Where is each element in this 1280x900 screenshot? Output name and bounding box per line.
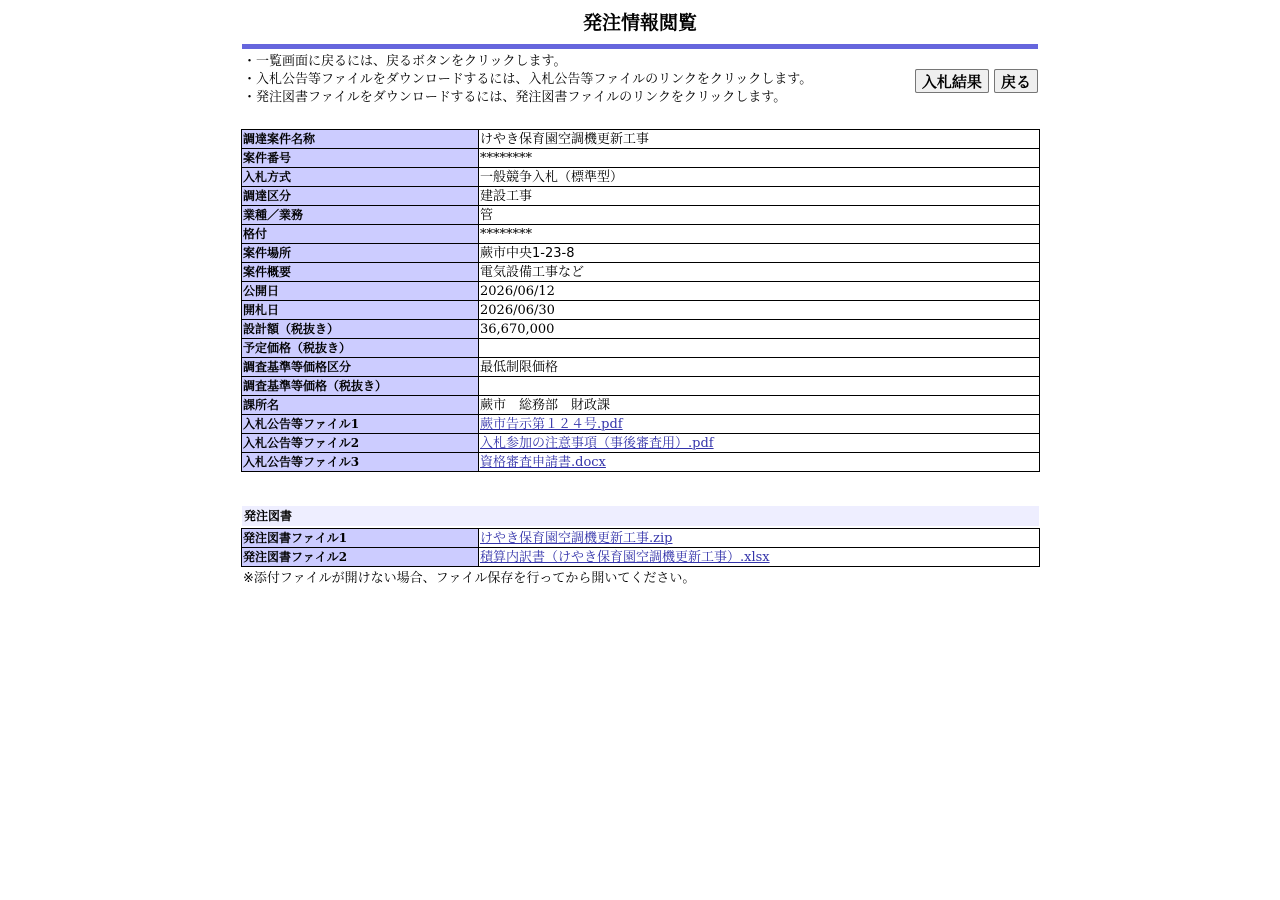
table-row — [242, 529, 1040, 548]
table-row — [242, 187, 1040, 206]
drawings-section-header: 発注図書 — [242, 506, 1039, 526]
field-label: 設計額（税抜き） — [242, 320, 479, 339]
field-label: 入札公告等ファイル2 — [242, 434, 479, 453]
instruction-item: ・一覧画面に戻るには、戻るボタンをクリックします。 — [243, 54, 567, 69]
field-value: 2026/06/12 — [479, 282, 1040, 301]
file-download-link[interactable]: けやき保育園空調機更新工事.zip — [480, 530, 673, 546]
order-info-table — [241, 129, 1040, 472]
field-value: 2026/06/30 — [479, 301, 1040, 320]
table-row — [242, 301, 1040, 320]
field-label: 案件概要 — [242, 263, 479, 282]
file-download-link[interactable]: 入札参加の注意事項（事後審査用）.pdf — [480, 435, 714, 451]
field-label: 発注図書ファイル2 — [242, 548, 479, 567]
instruction-item: ・発注図書ファイルをダウンロードするには、発注図書ファイルのリンクをクリックします。 — [243, 90, 787, 105]
field-value — [479, 453, 1040, 472]
field-value — [479, 529, 1040, 548]
table-row — [242, 434, 1040, 453]
instructions-area — [241, 49, 1039, 129]
field-label: 格付 — [242, 225, 479, 244]
instruction-item: ・入札公告等ファイルをダウンロードするには、入札公告等ファイルのリンクをクリックします。 — [243, 72, 813, 87]
file-download-link[interactable]: 資格審査申請書.docx — [480, 454, 606, 470]
field-value: 蕨市 総務部 財政課 — [479, 396, 1040, 415]
field-value — [479, 415, 1040, 434]
field-value: ******** — [479, 149, 1040, 168]
field-label: 公開日 — [242, 282, 479, 301]
table-row — [242, 453, 1040, 472]
field-value: 一般競争入札（標準型） — [479, 168, 1040, 187]
field-value: 36,670,000 — [479, 320, 1040, 339]
back-button[interactable]: 戻る — [994, 69, 1038, 93]
field-value: 蕨市中央1-23-8 — [479, 244, 1040, 263]
table-row — [242, 225, 1040, 244]
page-title: 発注情報閲覧 — [582, 12, 697, 34]
field-value: ******** — [479, 225, 1040, 244]
field-value: 電気設備工事など — [479, 263, 1040, 282]
table-row — [242, 206, 1040, 225]
field-label: 開札日 — [242, 301, 479, 320]
field-value — [479, 377, 1040, 396]
drawings-table — [241, 528, 1040, 567]
field-label: 案件場所 — [242, 244, 479, 263]
field-value — [479, 548, 1040, 567]
table-row — [242, 244, 1040, 263]
field-value: 建設工事 — [479, 187, 1040, 206]
table-row — [242, 339, 1040, 358]
field-label: 調達区分 — [242, 187, 479, 206]
field-value — [479, 434, 1040, 453]
main-content — [241, 0, 1039, 588]
footnote: ※添付ファイルが開けない場合、ファイル保存を行ってから開いてください。 — [243, 571, 696, 586]
table-row — [242, 377, 1040, 396]
field-label: 案件番号 — [242, 149, 479, 168]
field-label: 発注図書ファイル1 — [242, 529, 479, 548]
action-buttons — [915, 69, 1038, 93]
field-label: 調達案件名称 — [242, 130, 479, 149]
file-download-link[interactable]: 積算内訳書（けやき保育園空調機更新工事）.xlsx — [480, 549, 770, 565]
field-label: 課所名 — [242, 396, 479, 415]
table-row — [242, 415, 1040, 434]
field-label: 調査基準等価格区分 — [242, 358, 479, 377]
table-row — [242, 396, 1040, 415]
bid-result-button[interactable]: 入札結果 — [915, 69, 989, 93]
table-row — [242, 130, 1040, 149]
field-label: 業種／業務 — [242, 206, 479, 225]
field-label: 予定価格（税抜き） — [242, 339, 479, 358]
field-label: 調査基準等価格（税抜き） — [242, 377, 479, 396]
table-row — [242, 149, 1040, 168]
table-row — [242, 548, 1040, 567]
file-download-link[interactable]: 蕨市告示第１２４号.pdf — [480, 416, 623, 432]
table-row — [242, 263, 1040, 282]
table-row — [242, 358, 1040, 377]
table-row — [242, 168, 1040, 187]
field-value: けやき保育園空調機更新工事 — [479, 130, 1040, 149]
field-value: 最低制限価格 — [479, 358, 1040, 377]
table-row — [242, 320, 1040, 339]
field-label: 入札公告等ファイル1 — [242, 415, 479, 434]
table-row — [242, 282, 1040, 301]
field-value: 管 — [479, 206, 1040, 225]
field-label: 入札公告等ファイル3 — [242, 453, 479, 472]
field-value — [479, 339, 1040, 358]
field-label: 入札方式 — [242, 168, 479, 187]
